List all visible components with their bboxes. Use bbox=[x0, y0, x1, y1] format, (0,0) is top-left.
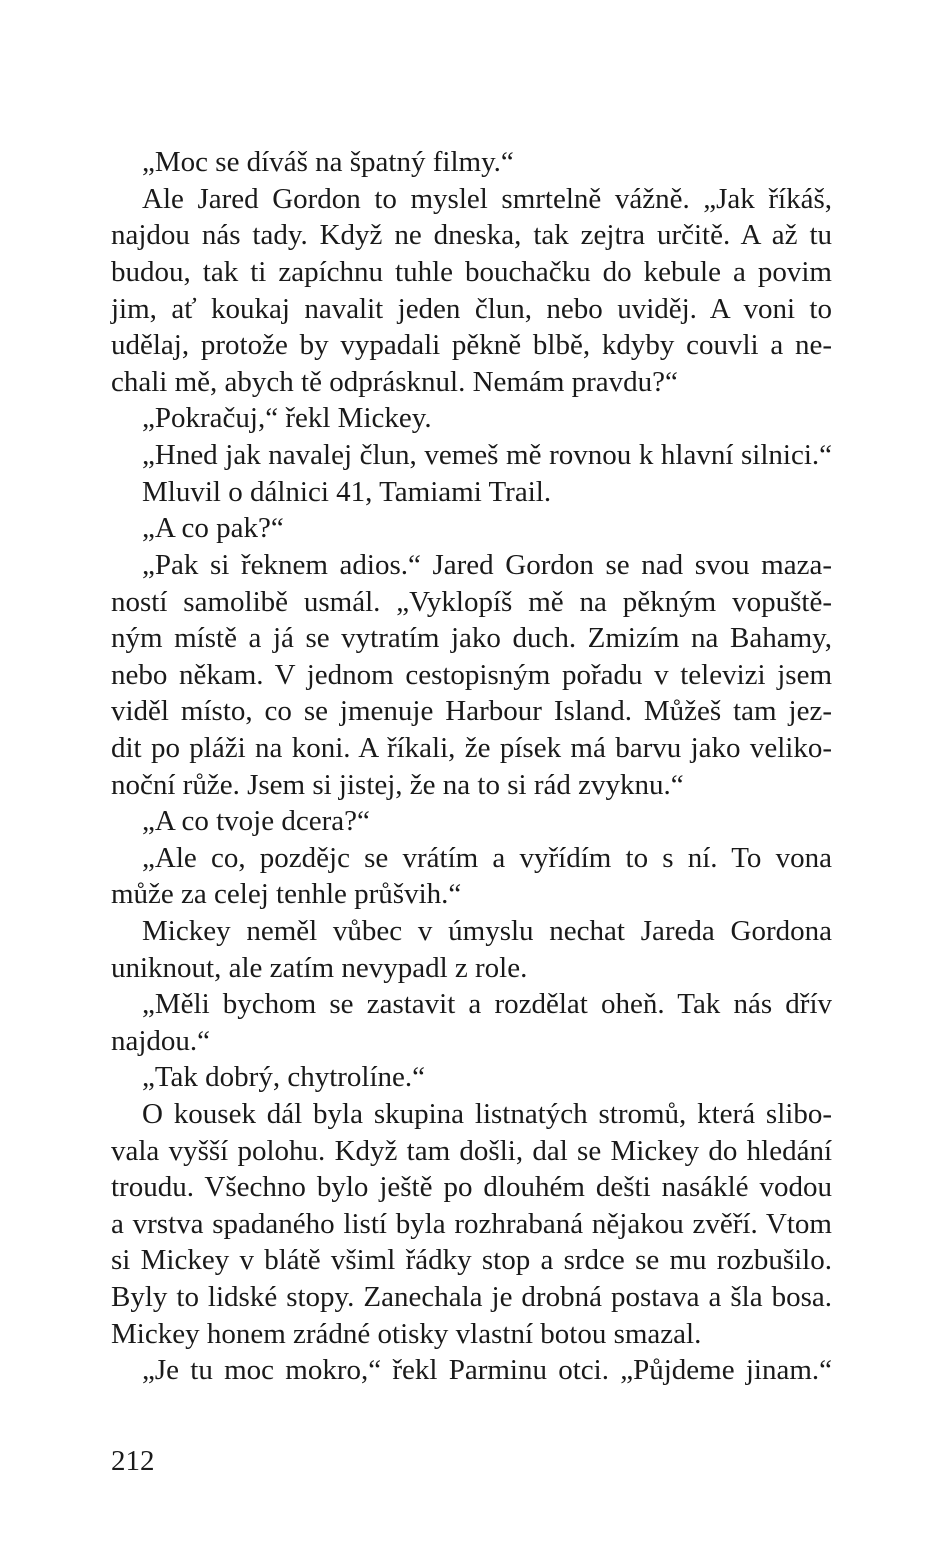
text-line: ností samolibě usmál. „Vyklopíš mě na pěkným vopuště- bbox=[111, 586, 832, 618]
text-line: „Hned jak navalej člun, vemeš mě rovnou k hlavní silnici.“ bbox=[142, 439, 832, 471]
text-line: „Pak si řeknem adios.“ Jared Gordon se nad svou maza- bbox=[142, 549, 832, 581]
text-line: Byly to lidské stopy. Zanechala je drobná postava a šla bosa. bbox=[111, 1281, 832, 1313]
text-line: chali mě, abych tě odprásknul. Nemám pravdu?“ bbox=[111, 366, 678, 398]
text-line: noční růže. Jsem si jistej, že na to si rád zvyknu.“ bbox=[111, 769, 684, 801]
text-line: uniknout, ale zatím nevypadl z role. bbox=[111, 952, 528, 984]
text-line: O kousek dál byla skupina listnatých stromů, která slibo- bbox=[142, 1098, 832, 1130]
text-line: „Ale co, pozdějc se vrátím a vyřídím to s ní. To vona bbox=[142, 842, 832, 874]
text-line: „Je tu moc mokro,“ řekl Parminu otci. „Půjdeme jinam.“ bbox=[142, 1354, 832, 1386]
text-line: Ale Jared Gordon to myslel smrtelně vážně. „Jak říkáš, bbox=[142, 183, 832, 215]
text-line: a vrstva spadaného listí byla rozhrabaná nějakou zvěří. Vtom bbox=[111, 1208, 832, 1240]
text-line: troudu. Všechno bylo ještě po dlouhém dešti nasáklé vodou bbox=[111, 1171, 832, 1203]
text-line: nebo někam. V jednom cestopisným pořadu v televizi jsem bbox=[111, 659, 832, 691]
text-line: může za celej tenhle průšvih.“ bbox=[111, 878, 462, 910]
text-line: „Měli bychom se zastavit a rozdělat oheň. Tak nás dřív bbox=[142, 988, 832, 1020]
text-line: „Moc se díváš na špatný filmy.“ bbox=[142, 146, 514, 178]
text-line: „Pokračuj,“ řekl Mickey. bbox=[142, 402, 432, 434]
text-line: viděl místo, co se jmenuje Harbour Island. Můžeš tam jez- bbox=[111, 695, 832, 727]
text-line: „A co pak?“ bbox=[142, 512, 284, 544]
text-line: najdou nás tady. Když ne dneska, tak zejtra určitě. A až tu bbox=[111, 219, 832, 251]
text-line: „A co tvoje dcera?“ bbox=[142, 805, 370, 837]
text-line: vala vyšší polohu. Když tam došli, dal se Mickey do hledání bbox=[111, 1135, 832, 1167]
text-line: Mluvil o dálnici 41, Tamiami Trail. bbox=[142, 476, 552, 508]
text-line: udělaj, protože by vypadali pěkně blbě, kdyby couvli a ne- bbox=[111, 329, 832, 361]
text-line: najdou.“ bbox=[111, 1025, 211, 1057]
text-line: Mickey honem zrádné otisky vlastní botou smazal. bbox=[111, 1318, 702, 1350]
text-line: Mickey neměl vůbec v úmyslu nechat Jareda Gordona bbox=[142, 915, 832, 947]
text-line: si Mickey v blátě všiml řádky stop a srdce se mu rozbušilo. bbox=[111, 1244, 832, 1276]
text-line: jim, ať koukaj navalit jeden člun, nebo uviděj. A voni to bbox=[111, 293, 832, 325]
text-line: dit po pláži na koni. A říkali, že písek má barvu jako veliko- bbox=[111, 732, 832, 764]
text-line: „Tak dobrý, chytrolíne.“ bbox=[142, 1061, 426, 1093]
text-line: budou, tak ti zapíchnu tuhle bouchačku do kebule a povim bbox=[111, 256, 832, 288]
text-line: ným místě a já se vytratím jako duch. Zmizím na Bahamy, bbox=[111, 622, 832, 654]
page-number: 212 bbox=[111, 1445, 155, 1477]
